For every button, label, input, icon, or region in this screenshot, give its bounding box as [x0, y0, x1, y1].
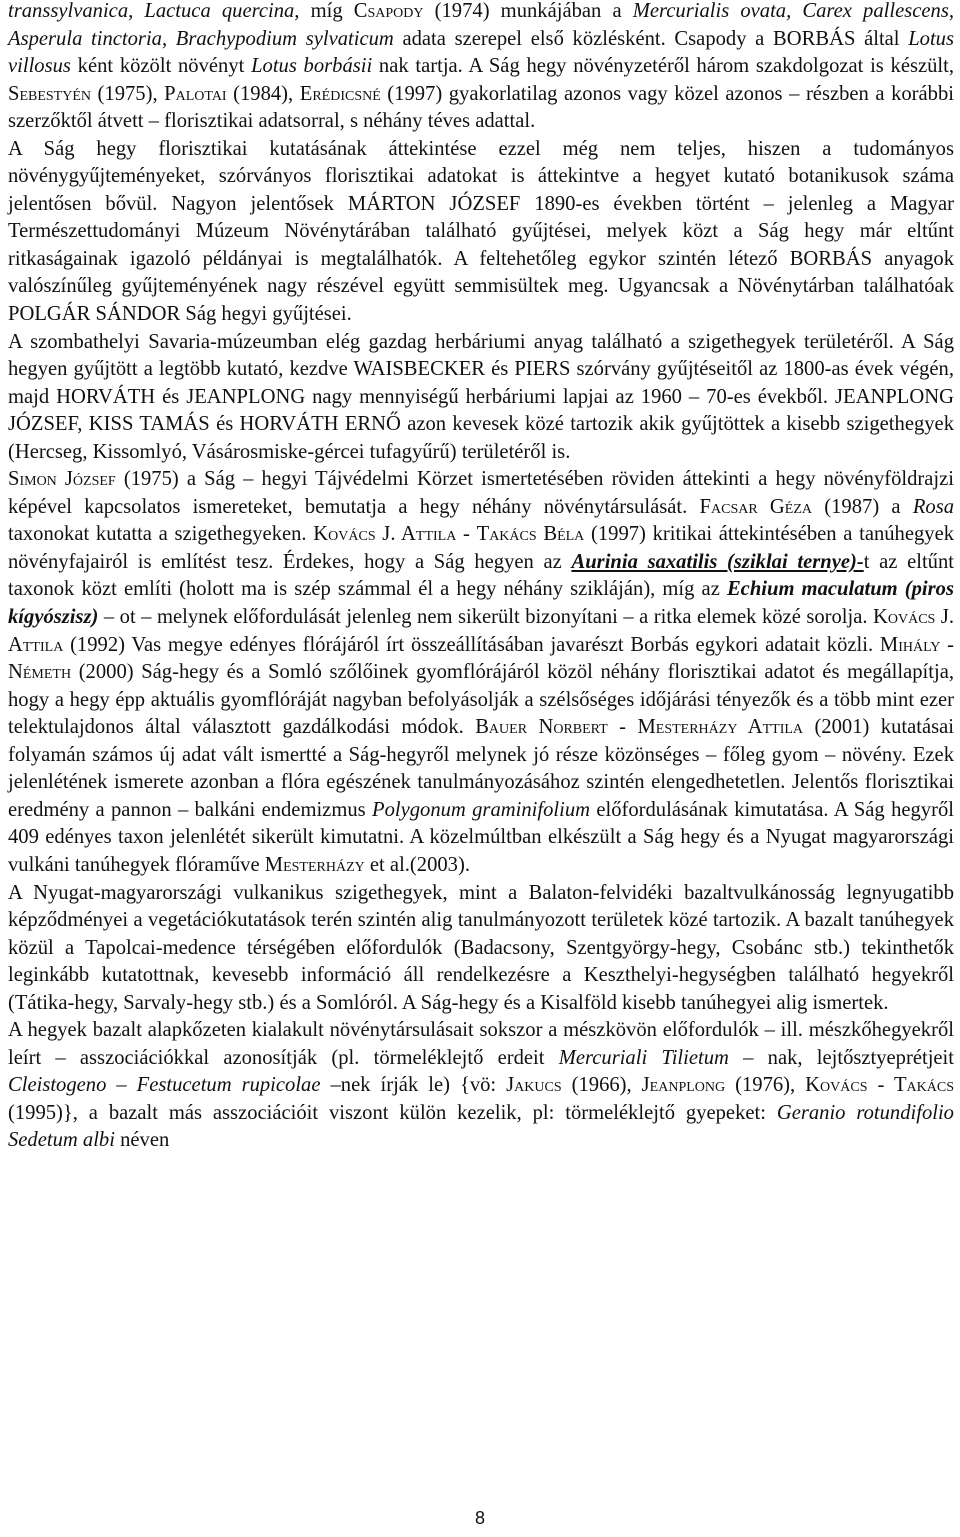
- paragraph-collections: A Ság hegy florisztikai kutatásának áttekintése ezzel még nem teljes, hiszen a tudományos növénygyűjteményeket, szórványos florisztikai adatokat is áttekintve a hegyet kutató botanikusok száma jelentősen bővül. Nagyon jelentősek MÁRTON JÓZSEF 1890-es években történt – jelenleg a Magyar Természettudományi Múzeum Növénytárában található gyűjtései, melyek közt a Ság hegy már eltűnt ritkaságainak igazoló példányai is megtalálhatók. A feltehetőleg egykor szintén létező BORBÁS anyagok valószínűleg gyűjteményének nagy részével együtt semmisültek meg. Ugyancsak a Növénytárban találhatóak POLGÁR SÁNDOR Ság hegyi gyűjtései.: [8, 137, 954, 326]
- taxon-list: transsylvanica, Lactuca quercina,: [8, 0, 300, 22]
- author-name: Takács Béla: [476, 523, 585, 546]
- text-run: (1987) a: [812, 495, 913, 518]
- author-name: Kovács - Takács: [805, 1074, 954, 1097]
- text-run: (1966),: [561, 1074, 642, 1097]
- taxon-list: Mercurialis ovata, Carex pallescens, Asperula tinctoria, Brachypodium sylvaticum: [8, 0, 954, 50]
- text-run: – ot – melynek előfordulását jelenleg nem sikerült bizonyítani – a ritka elemek közé sorolja.: [98, 606, 874, 629]
- author-name: Erédicsné: [299, 82, 381, 105]
- text-run: taxonokat kutatta a szigethegyeken.: [8, 523, 314, 546]
- paragraph-savaria-museum: A szombathelyi Savaria-múzeumban elég gazdag herbáriumi anyag található a szigethegyek területéről. A Ság hegyen gyűjtött a legtöbb kutató, kezdve WAISBECKER és PIERS szórvány gyűjtéseitől az 1800-as évek végén, majd HORVÁTH és JEANPLONG nagy mennyiségű herbáriumi lapjai az 1960 – 70-es évekből. JEANPLONG JÓZSEF, KISS TAMÁS és HORVÁTH ERNŐ azon kevesek közé tartozik akik gyűjtöttek a kisebb szigethegyek (Hercseg, Kissomlyó, Vásárosmiske-gércei tufagyűrű) területéről is.: [8, 330, 954, 463]
- association-name: Geranio rotundifolio Sedetum albi: [8, 1101, 954, 1152]
- paragraph-literature-review: [8, 466, 954, 879]
- paragraph-volcanic-hills: A Nyugat-magyarországi vulkanikus szigethegyek, mint a Balaton-felvidéki bazaltvulkánosság legnyugatibb képződményei a vegetációkutatások terén szintén alig tanulmányozott területek közé tartozik. A bazalt tanúhegyek közül a Tapolcai-medence térségében előfordulók (Badacsony, Szentgyörgy-hegy, Csobánc stb.) tekinthetők leginkább kutatottnak, kevesebb információ áll rendelkezésre a Keszthelyi-hegységben található hegyekről (Tátika-hegy, Sarvaly-hegy stb.) és a Somlóról. A Ság-hegy és a Kisalföld kisebb tanúhegyei alig ismertek.: [8, 881, 954, 1014]
- taxon-name: Aurinia saxatilis (sziklai ternye)-: [571, 550, 864, 573]
- author-name: Simon József: [8, 468, 116, 491]
- text-run: (1997) gyakorlatilag azonos vagy közel azonos – részben a korábbi szerzőktől átvett – florisztikai adatsorral, s néhány téves adattal.: [8, 82, 954, 133]
- text-run: (1995)}, a bazalt más asszociációit viszont külön kezelik, pl: törmeléklejtő gyepeket:: [8, 1101, 777, 1124]
- text-run: –nek írják le) {vö:: [320, 1074, 507, 1097]
- author-name: Facsar Géza: [699, 495, 813, 518]
- author-name: Jeanplong: [641, 1074, 726, 1097]
- author-name: Sebestyén: [8, 82, 92, 105]
- text-run: nak tartja.: [372, 55, 469, 78]
- text-run: míg: [299, 0, 354, 22]
- text-run: előfordulásának kimutatása. A Ság hegyről 409 edényes taxon jelenlétét sikerült kimutatni. A közelmúltban elkészült a Ság hegy és a Nyugat magyarországi vulkáni tanúhegyek flóraműve: [8, 798, 954, 876]
- text-run: (1984),: [226, 82, 300, 105]
- association-name: Cleistogeno – Festucetum rupicolae: [8, 1074, 321, 1097]
- author-name: Kovács J. Attila: [8, 606, 954, 656]
- text-run: (1975) a Ság – hegyi Tájvédelmi Körzet ismertetésében röviden áttekinti a hegy növényföldrajzi képével kapcsolatos ismereteket, bemutatja a hegy néhány növénytársulását.: [8, 468, 954, 518]
- paragraph-associations: [8, 1017, 954, 1155]
- text-run: (1974) munkájában a: [423, 0, 633, 22]
- text-run: adata szerepel első közlésként. Csapody a BORBÁS által: [393, 27, 909, 50]
- text-run: (1976),: [725, 1074, 806, 1097]
- text-run: -: [607, 716, 638, 739]
- taxon-name: Lotus borbásii: [251, 55, 373, 78]
- text-run: (2001) kutatásai folyamán számos új adat vált ismertté a Ság-hegyről melynek jó része közönséges – főleg gyom – növény. Ezek jelenlétének ismerete azonban a flóra egészének tanulmányozásához szintén elengedhetetlen. Jelentős florisztikai eredmény a pannon – balkáni endemizmus: [8, 716, 954, 821]
- taxon-name: Rosa: [912, 495, 955, 518]
- text-run: t az eltűnt taxonok közt említi (holott ma is szép számmal él a hegy néhány szikláján), míg az: [8, 550, 954, 601]
- text-run: -: [940, 633, 954, 656]
- text-run: -: [456, 523, 477, 546]
- text-run: ként közölt növényt: [70, 55, 252, 78]
- association-name: Mercuriali Tilietum: [558, 1046, 729, 1069]
- text-run: (2000) Ság-hegy és a Somló szőlőinek gyomflórájáról közöl néhány florisztikai adatot és megállapítja, hogy a hegy épp aktuális gyomflóráját nagyban befolyásolják a szélsőséges időjárási tényezők és a több mint ezer telektulajdonos által választott gazdálkodási módok.: [8, 661, 954, 739]
- text-run: (1975),: [91, 82, 165, 105]
- taxon-name: Echium maculatum (piros kígyószisz): [8, 578, 954, 629]
- text-run: A Ság hegy növényzetéről három szakdolgozat is készült,: [468, 55, 955, 78]
- author-name: Bauer Norbert: [475, 716, 608, 739]
- taxon-name: Polygonum graminifolium: [372, 798, 590, 821]
- author-name: Palotai: [164, 82, 227, 105]
- text-run: – nak, lejtősztyeprétjeit: [728, 1046, 954, 1069]
- taxon-name: Lotus villosus: [8, 27, 954, 78]
- text-run: A hegyek bazalt alapkőzeten kialakult növénytársulásait sokszor a mészkövön előfordulók – ill. mészkőhegyekről leírt – asszociációkkal azonosítják (pl. törmeléklejtő erdeit: [8, 1019, 954, 1069]
- author-name: Mihály: [879, 633, 941, 656]
- text-run: (1997) kritikai áttekintésében a tanúhegyek növényfajairól is említést tesz. Érdekes, hogy a Ság hegyen az: [8, 523, 955, 573]
- author-name: Mesterházy Attila: [637, 716, 804, 739]
- text-run: et al.(2003).: [364, 853, 470, 876]
- author-name: Németh: [8, 661, 72, 684]
- author-name: Jakucs: [506, 1074, 562, 1097]
- text-run: (1992) Vas megye edényes flórájáról írt összeállításában javarészt Borbás egykori adatait közli.: [63, 633, 880, 656]
- text-run: néven: [114, 1129, 170, 1152]
- author-name: Kovács J. Attila: [313, 523, 457, 546]
- paragraph-early-records: [8, 0, 954, 136]
- author-name: Csapody: [353, 0, 424, 22]
- page-number: 8: [474, 1508, 485, 1528]
- author-name: Mesterházy: [264, 853, 365, 876]
